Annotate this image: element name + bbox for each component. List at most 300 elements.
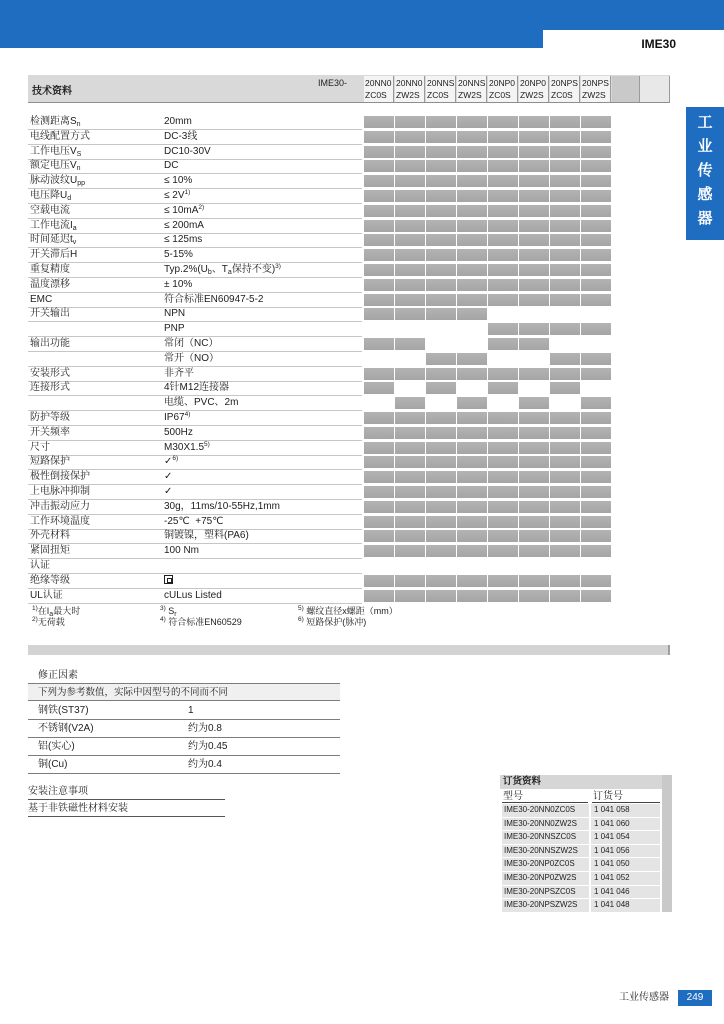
ordering-model: IME30-20NPSZW2S [502,899,589,912]
type-code-line2: ZC0S [427,89,449,100]
availability-cell [457,116,487,128]
type-code-line2: ZW2S [520,89,544,100]
availability-cell [395,427,425,439]
spec-value [164,233,202,247]
availability-cell [457,294,487,306]
text-segment: 500Hz [164,426,193,438]
header-spacer-cell [612,76,640,102]
text-segment: 工作电流I [30,219,73,231]
section-divider-bar [28,645,670,655]
availability-cell [581,146,611,158]
availability-cell [395,471,425,483]
subscript: S [76,150,82,158]
availability-cell [364,530,394,542]
availability-cell [426,501,456,513]
text-segment: DC [164,160,179,172]
subscript: r [174,611,177,618]
text-segment: 上电脉冲抑制 [30,486,90,497]
text-segment: 开关输出 [30,308,70,320]
mounting-text: 基于非铁磁性材料安装 [28,802,225,817]
spec-value [164,337,218,351]
spec-label [30,529,70,543]
spec-value [164,426,193,440]
spec-value [164,544,199,558]
spec-row [28,219,612,234]
availability-cell [457,264,487,276]
availability-cell [457,575,487,587]
availability-cell [395,338,425,350]
spec-row [28,337,612,352]
spec-row [28,485,612,500]
availability-cell [364,575,394,587]
availability-cell [395,397,425,409]
spec-value [164,396,238,410]
availability-cell [426,353,456,365]
type-code-line2: ZW2S [582,89,606,100]
availability-cell [581,530,611,542]
text-segment: PNP [164,323,185,335]
spec-value [164,145,211,159]
availability-cell [581,501,611,513]
ordering-model: IME30-20NP0ZW2S [502,872,589,885]
ordering-model: IME30-20NP0ZC0S [502,858,589,871]
availability-cell [426,471,456,483]
spec-value [164,293,263,307]
footnote-marker: 1) [32,605,38,612]
type-code-line2: ZW2S [458,89,482,100]
availability-cell [457,501,487,513]
spec-row [28,189,612,204]
text-segment: ≤ 10mA [164,204,199,216]
text-segment: 20mm [164,116,192,127]
material-name: 铝(实心) [38,741,75,752]
spec-value [164,455,178,469]
ordering-number-header: 订货号 [592,790,660,803]
availability-cell [457,220,487,232]
material-name: 不锈钢(V2A) [38,723,94,734]
text-segment: -25℃ +75℃ [164,515,224,527]
availability-cell [457,530,487,542]
type-code-line1: 20NN0 [365,78,392,88]
text-segment: 4针M12连接器 [164,382,230,394]
ordering-number: 1 041 052 [591,872,660,885]
availability-cell [581,220,611,232]
ordering-number: 1 041 054 [591,831,660,844]
type-column-header [457,76,487,102]
text-segment: 检测距离S [30,116,77,127]
spec-label [30,263,70,277]
correction-row [28,702,340,720]
footnote [160,617,242,628]
spec-row [28,130,612,145]
availability-cell [364,486,394,498]
availability-cell [550,294,580,306]
spec-value [164,381,229,395]
availability-cell [457,131,487,143]
availability-cell [519,442,549,454]
type-code-line1: 20NN0 [396,78,423,88]
availability-cell [519,338,549,350]
spec-value [164,574,173,588]
text-segment: 开关频率 [30,426,70,438]
text-segment: ≤ 2V [164,190,185,201]
availability-cell [395,146,425,158]
availability-cell [364,190,394,202]
availability-cell [426,205,456,217]
spec-value [164,500,280,514]
spec-label [30,559,50,573]
text-segment: ≤ 200mA [164,219,204,231]
availability-cell [364,382,394,394]
availability-cell [488,456,518,468]
availability-cell [519,427,549,439]
availability-cell [550,471,580,483]
availability-cell [581,205,611,217]
availability-cell [364,545,394,557]
spec-label [30,589,63,603]
ordering-title: 订货资料 [500,775,662,789]
correction-title-row [28,668,340,684]
availability-cell [457,160,487,172]
material-name: 钢铁(ST37) [38,705,89,716]
text-segment: 常开（NO） [164,352,219,364]
availability-cell [519,146,549,158]
subscript: pp [77,180,86,188]
text-segment: 冲击振动应力 [30,500,90,512]
correction-factor: 1 [188,705,194,716]
availability-cell [581,116,611,128]
text-segment: 脉动波纹U [30,175,78,187]
availability-cell [581,442,611,454]
availability-cell [581,368,611,380]
availability-cell [364,220,394,232]
ordering-number: 1 041 050 [591,858,660,871]
availability-cell [550,175,580,187]
availability-cell [488,175,518,187]
availability-cell [426,175,456,187]
ordering-number: 1 041 058 [591,804,660,817]
text-segment: DC10-30V [164,145,211,157]
availability-cell [550,131,580,143]
text-segment: 连接形式 [30,382,70,394]
availability-cell [488,442,518,454]
availability-cell [457,249,487,261]
availability-cell [550,279,580,291]
spec-value [164,515,223,529]
spec-label [30,293,52,307]
subscript: d [67,195,72,202]
footnote-marker: 6) [298,616,304,623]
protection-class-ii-icon [164,575,173,584]
availability-cell [395,412,425,424]
availability-cell [426,530,456,542]
spec-row [28,204,612,219]
availability-cell [488,294,518,306]
availability-cell [395,205,425,217]
availability-cell [426,382,456,394]
availability-cell [488,146,518,158]
type-column-header [426,76,456,102]
availability-cell [550,590,580,602]
spec-row [28,559,612,574]
availability-cell [426,279,456,291]
availability-cell [364,205,394,217]
spec-label [30,115,81,129]
availability-cell [488,382,518,394]
protection-class-ii-inner-square [167,578,172,583]
availability-cell [395,175,425,187]
text-segment: 空载电流 [30,204,70,216]
top-banner-extension [0,30,543,48]
availability-cell [457,456,487,468]
availability-cell [364,308,394,320]
text-segment: 安装形式 [30,367,70,379]
availability-cell [426,308,456,320]
ordering-model: IME30-20NN0ZW2S [502,818,589,831]
spec-row [28,159,612,174]
availability-cell [395,368,425,380]
spec-value [164,367,194,381]
text-segment: 电缆、PVC、2m [164,397,239,409]
availability-cell [426,249,456,261]
availability-cell [457,368,487,380]
availability-cell [519,234,549,246]
spec-label [30,337,70,351]
availability-cell [395,442,425,454]
spec-label [30,174,85,188]
availability-cell [426,190,456,202]
spec-label [30,381,70,395]
type-code-line1: 20NPS [551,78,578,88]
text-segment: 绝缘等级 [30,574,70,586]
text-segment: 螺纹直径x螺距（mm） [303,606,398,616]
footnote-marker: 4) [160,616,166,623]
text-segment: cULus Listed [164,589,222,601]
availability-cell [550,353,580,365]
footnote-marker: 4) [184,411,191,418]
correction-row [28,756,340,774]
correction-factor: 约为0.45 [188,741,228,752]
text-segment: EMC [30,293,53,305]
availability-cell [488,471,518,483]
availability-cell [364,249,394,261]
text-segment: DC-3线 [164,130,198,142]
availability-cell [519,190,549,202]
availability-cell [519,205,549,217]
availability-cell [364,279,394,291]
availability-cell [457,412,487,424]
availability-cell [426,160,456,172]
availability-cell [550,516,580,528]
text-segment: 极性倒接保护 [30,471,90,483]
availability-cell [364,412,394,424]
spec-row [28,263,612,278]
ordering-row [500,858,662,871]
availability-cell [550,234,580,246]
availability-cell [581,456,611,468]
availability-cell [488,368,518,380]
spec-value [164,263,281,277]
ordering-model: IME30-20NNSZW2S [502,845,589,858]
availability-cell [581,397,611,409]
text-segment: 、T [211,264,228,275]
spec-label [30,248,77,262]
type-code-line1: 20NPS [582,78,609,88]
subscript: a [227,269,232,276]
availability-cell [488,323,518,335]
spec-value [164,204,204,218]
ordering-model-header: 型号 [502,790,588,803]
spec-label [30,307,70,321]
availability-cell [395,116,425,128]
spec-label [30,233,76,247]
text-segment: 防护等级 [30,412,70,423]
availability-cell [395,249,425,261]
ordering-model: IME30-20NPSZC0S [502,886,589,899]
spec-row [28,352,612,367]
text-segment: 工作环境温度 [30,515,90,527]
spec-value [164,307,185,321]
text-segment: 输出功能 [30,338,70,349]
text-segment: 100 Nm [164,545,200,557]
ordering-number: 1 041 060 [591,818,660,831]
availability-cell [457,175,487,187]
spec-row [28,411,612,426]
availability-cell [426,456,456,468]
availability-cell [457,279,487,291]
type-column-header [581,76,611,102]
spec-label [30,159,81,173]
availability-cell [364,427,394,439]
text-segment: 铜镀镍，塑料(PA6) [164,530,249,542]
availability-cell [457,545,487,557]
type-column-header [550,76,580,102]
availability-cell [519,264,549,276]
spec-row [28,574,612,589]
subscript: n [76,165,81,173]
text-segment: IP67 [164,412,185,423]
availability-cell [550,190,580,202]
availability-cell [581,412,611,424]
availability-cell [426,590,456,602]
availability-cell [581,590,611,602]
spec-label [30,219,77,233]
availability-cell [488,412,518,424]
footnote [298,606,398,617]
availability-cell [364,175,394,187]
availability-cell [395,501,425,513]
subscript: n [76,121,81,128]
subscript: b [207,269,212,276]
availability-cell [581,486,611,498]
type-code-line2: ZC0S [489,89,511,100]
text-segment: 额定电压V [30,160,77,172]
availability-cell [457,471,487,483]
availability-cell [550,264,580,276]
spec-row [28,322,612,337]
text-segment: Typ.2%(U [164,264,208,275]
spec-row [28,441,612,456]
availability-cell [364,146,394,158]
availability-cell [395,279,425,291]
material-name: 铜(Cu) [38,759,68,770]
availability-cell [395,220,425,232]
availability-cell [426,545,456,557]
section-side-tab-label: 工业传感器 [695,113,714,234]
availability-cell [581,353,611,365]
availability-cell [426,368,456,380]
type-code-line2: ZW2S [396,89,420,100]
spec-row [28,470,612,485]
availability-cell [581,279,611,291]
spec-value [164,174,192,188]
availability-cell [364,338,394,350]
ordering-model: IME30-20NN0ZC0S [502,804,589,817]
ordering-row [500,804,662,817]
availability-cell [519,279,549,291]
text-segment: 30g，11ms/10-55Hz,1mm [164,500,280,512]
spec-value [164,115,192,129]
text-segment: 保持不变) [231,264,276,275]
availability-cell [550,382,580,394]
availability-cell [364,471,394,483]
availability-cell [395,545,425,557]
availability-cell [519,160,549,172]
text-segment: 重复精度 [30,264,70,275]
availability-cell [395,575,425,587]
spec-row [28,278,612,293]
availability-cell [519,323,549,335]
availability-cell [519,471,549,483]
ordering-table [500,775,672,912]
type-code-line2: ZC0S [551,89,573,100]
spec-row [28,529,612,544]
footnote-marker: 5) [298,605,304,612]
text-segment: 电线配置方式 [30,130,90,142]
availability-cell [395,590,425,602]
availability-cell [457,590,487,602]
availability-cell [364,264,394,276]
availability-cell [395,294,425,306]
availability-cell [488,530,518,542]
type-prefix: IME30- [318,78,348,88]
availability-cell [519,116,549,128]
text-segment: 常闭（NC） [164,338,219,349]
text-segment: 开关滞后H [30,249,78,261]
ordering-number: 1 041 048 [591,899,660,912]
availability-cell [550,205,580,217]
spec-label [30,455,70,469]
availability-cell [581,175,611,187]
correction-row [28,738,340,756]
text-segment: ≤ 125ms [164,234,203,246]
mounting-title: 安装注意事项 [28,785,225,800]
availability-cell [550,368,580,380]
spec-label [30,411,70,425]
availability-cell [550,160,580,172]
availability-cell [519,456,549,468]
availability-cell [457,427,487,439]
footnote-marker: 3) [275,263,281,270]
availability-cell [395,160,425,172]
type-column-header [395,76,425,102]
availability-cell [519,575,549,587]
availability-cell [426,427,456,439]
subscript: a [49,611,54,618]
spec-value [164,352,219,366]
footnote-marker: 5) [204,440,210,448]
ordering-number: 1 041 046 [591,886,660,899]
